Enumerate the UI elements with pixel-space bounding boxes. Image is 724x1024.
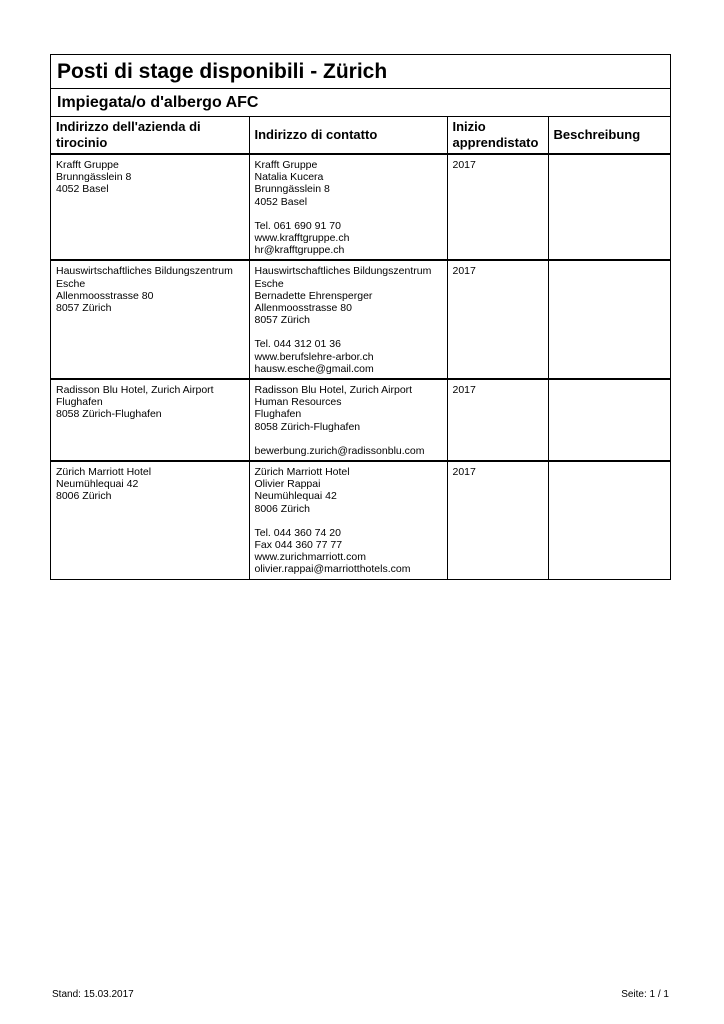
contact-address-line: Krafft Gruppe <box>254 159 318 171</box>
footer-date: Stand: 15.03.2017 <box>52 989 134 1000</box>
cell-company-address <box>51 461 249 579</box>
company-address-line: Hauswirtschaftliches Bildungszentrum <box>56 265 233 278</box>
contact-detail-line: hr@krafftgruppe.ch <box>254 244 345 257</box>
contact-address-line: 8058 Zürich-Flughafen <box>254 420 361 433</box>
column-header-start: Inizio apprendistato <box>447 117 548 154</box>
contact-address-line: Zürich Marriott Hotel <box>254 466 350 479</box>
contact-detail-line: olivier.rappai@marriotthotels.com <box>254 563 411 576</box>
contact-address-line: Brunngässlein 8 <box>254 183 330 196</box>
column-header-company-address: Indirizzo dell'azienda di tirocinio <box>51 117 249 154</box>
contact-detail-line: Tel. 044 312 01 36 <box>254 338 341 351</box>
contact-spacer <box>255 326 442 338</box>
cell-start-year: 2017 <box>447 260 548 379</box>
company-address-line: Radisson Blu Hotel, Zurich Airport <box>56 384 214 397</box>
company-address-line: 8058 Zürich-Flughafen <box>56 408 162 421</box>
cell-company-address <box>51 154 249 260</box>
cell-description <box>548 154 670 260</box>
contact-detail-line: bewerbung.zurich@radissonblu.com <box>254 444 425 457</box>
cell-contact-address <box>249 461 447 579</box>
page-subtitle: Impiegata/o d'albergo AFC <box>51 89 670 117</box>
document-frame <box>50 54 671 580</box>
cell-description <box>548 461 670 579</box>
contact-address-line: Human Resources <box>254 396 342 409</box>
contact-spacer <box>255 208 442 220</box>
table-row <box>51 260 670 379</box>
contact-detail-line: hausw.esche@gmail.com <box>254 362 374 375</box>
table-row <box>51 461 670 579</box>
contact-address-line: Natalia Kucera <box>254 171 324 184</box>
cell-description <box>548 379 670 461</box>
table-row <box>51 379 670 461</box>
contact-spacer <box>255 433 442 445</box>
contact-detail-line: Fax 044 360 77 77 <box>254 539 343 552</box>
contact-detail-line: Tel. 044 360 74 20 <box>254 526 341 539</box>
contact-detail-line: www.zurichmarriott.com <box>254 551 366 564</box>
contact-address-line: Hauswirtschaftliches Bildungszentrum <box>254 265 432 278</box>
table-row <box>51 154 670 260</box>
company-address-line: Allenmoosstrasse 80 <box>56 289 154 302</box>
contact-address-line: Radisson Blu Hotel, Zurich Airport <box>254 384 413 397</box>
contact-detail-line: www.berufslehre-arbor.ch <box>254 350 374 363</box>
contact-address-line: Flughafen <box>254 408 302 421</box>
company-address-line: Krafft Gruppe <box>56 159 119 171</box>
contact-address-line: Olivier Rappai <box>254 478 321 491</box>
column-header-contact-address: Indirizzo di contatto <box>249 117 447 154</box>
contact-detail-line: Tel. 061 690 91 70 <box>254 219 341 232</box>
contact-address-line: 8006 Zürich <box>254 502 310 515</box>
table-header-row <box>51 117 670 154</box>
contact-address-line: Neumühlequai 42 <box>254 490 337 503</box>
contact-address-line: 8057 Zürich <box>254 314 310 327</box>
company-address-line: Zürich Marriott Hotel <box>56 466 152 479</box>
internship-table <box>51 117 670 579</box>
cell-start-year: 2017 <box>447 154 548 260</box>
page-title: Posti di stage disponibili - Zürich <box>51 55 670 89</box>
contact-address-line: Esche <box>254 277 284 290</box>
contact-address-line: 4052 Basel <box>254 195 308 208</box>
cell-contact-address <box>249 379 447 461</box>
cell-start-year: 2017 <box>447 379 548 461</box>
cell-description <box>548 260 670 379</box>
column-header-description: Beschreibung <box>548 117 670 154</box>
company-address-line: Brunngässlein 8 <box>56 171 132 184</box>
company-address-line: 8057 Zürich <box>56 302 112 315</box>
cell-contact-address <box>249 260 447 379</box>
cell-start-year: 2017 <box>447 461 548 579</box>
table-body <box>51 154 670 579</box>
contact-address-line: Bernadette Ehrensperger <box>254 289 373 302</box>
company-address-line: Esche <box>56 277 86 290</box>
cell-company-address <box>51 260 249 379</box>
company-address-line: 8006 Zürich <box>56 490 112 503</box>
contact-address-line: Allenmoosstrasse 80 <box>254 302 352 315</box>
contact-detail-line: www.krafftgruppe.ch <box>254 232 350 245</box>
footer-page-number: Seite: 1 / 1 <box>621 989 669 1000</box>
contact-spacer <box>255 515 442 527</box>
company-address-line: Neumühlequai 42 <box>56 478 139 491</box>
cell-contact-address <box>249 154 447 260</box>
company-address-line: 4052 Basel <box>56 183 109 196</box>
company-address-line: Flughafen <box>56 396 103 409</box>
cell-company-address <box>51 379 249 461</box>
